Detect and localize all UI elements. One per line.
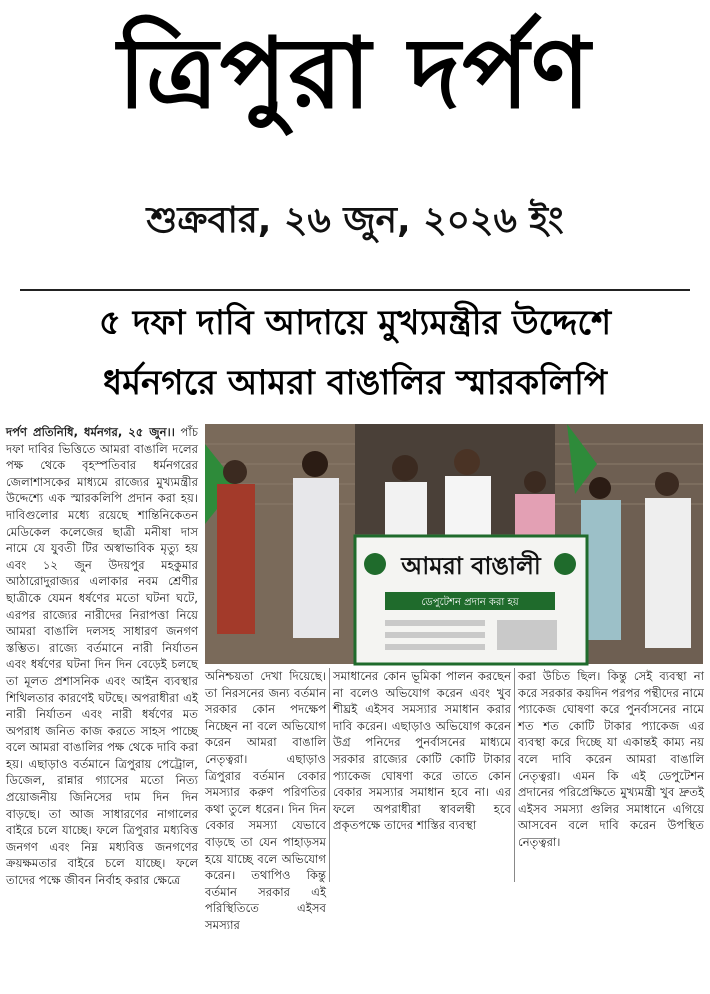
- byline: দর্পণ প্রতিনিধি, ধর্মনগর, ২৫ জুন।।: [6, 425, 175, 439]
- column-divider: [514, 668, 515, 882]
- banner-title: আমরা বাঙালী: [401, 552, 541, 580]
- newspaper-name: ত্রিপুরা দর্পণ: [117, 16, 593, 131]
- article-text-column-2: অনিশ্চয়তা দেখা দিয়েছে। তা নিরসনের জন্য বর্তমান সরকার কোন পদক্ষেপ নিচ্ছেন না বলে অভিযোগ করেন আমরা বাঙালি নেতৃত্বরা। এছাড়াও ত্রিপুরার বর্তমান বেকার সমস্যার করুণ পরিণতির কথা তুলে ধরেন। দিন দিন বেকার সমস্যা যেভাবে বাড়ছে তা যেন পাহাড়সম হয়ে যাচ্ছে বলে অভিযোগ করেন। তথাপিও কিন্তু বর্তমান সরকার এই পরিস্থিতিতে এইসব সমস্যার: [205, 669, 326, 932]
- photo-illustration: [205, 424, 703, 664]
- article-column-4: [518, 668, 704, 888]
- headline-line-1: ৫ দফা দাবি আদায়ে মুখ্যমন্ত্রীর উদ্দেশে: [98, 303, 612, 343]
- banner-subtitle: ডেপুটেশন প্রদান করা হয়: [421, 597, 519, 608]
- article-column-2: [205, 668, 326, 932]
- article-text-column-1: পাঁচ দফা দাবির ভিত্তিতে আমরা বাঙালি দলের পক্ষ থেকে বৃহস্পতিবার ধর্মনগরের জেলাশাসকের মাধ্যমে রাজ্যের মুখ্যমন্ত্রীর উদ্দেশ্যে এক স্মারকলিপি প্রদান করা হয়। দাবিগুলোর মধ্যে রয়েছে শান্তিনিকেতন মেডিকেল কলেজের ছাত্রী মনীষা দাস নামে যে যুবতী টির অস্বাভাবিক মৃত্যু হয় এবং ১২ জুন উদয়পুর মহকুমার আঠারোদুরাজ্যর এলাকার নবম শ্রেণীর ছাত্রীকে যেমন ধর্ষণের মতো ঘটনা ঘটে, এরপর রাজ্যের নারীদের নিরাপত্তা নিয়ে আমরা বাঙালি দলসহ সাধারণ জনগণ স্তম্ভিত। রাজ্যে বর্তমানে নারী নির্যাতন এবং ধর্ষণের ঘটনা দিন দিন বেড়েই চলছে তা মূলত প্রশাসনিক এবং আইন ব্যবস্থার শিথিলতার কারণেই ঘটছে। অপরাধীরা এই নারী নির্যাতন এবং নারী ধর্ষণের মত অপরাধ জনিত কাজ করতে সাহস পাচ্ছে বলে আমরা বাঙালির পক্ষ থেকে দাবি করা হয়। এছাড়াও বর্তমানে ত্রিপুরায় পেট্রোল, ডিজেল, রান্নার গ্যাসের মতো নিত্য প্রয়োজনীয় জিনিসের দাম দিন দিন বাড়ছে। তা আজ সাধারণের নাগালের বাইরে চলে যাচ্ছে। ফলে ত্রিপুরার মধ্যবিত্ত জনগণ এবং নিম্ন মধ্যবিত্ত জনগণের ক্রয়ক্ষমতার বাইরে চলে যাচ্ছে। ফলে তাদের পক্ষে জীবন নির্বাহ করার ক্ষেত্রে: [6, 425, 198, 888]
- article-text-column-4: করা উচিত ছিল। কিন্তু সেই ব্যবস্থা না করে সরকার কয়দিন পরপর পন্থীদের নামে প্যাকেজ ঘোষণা করে পুনর্বাসনের নামে শত শত কোটি টাকার প্যাকেজ এর ব্যবস্থা করে দিচ্ছে যা একান্তই কাম্য নয় বলে দাবি করেন আমরা বাঙালি নেতৃত্বরা। এমন কি এই ডেপুটেশন প্রদানের পরিপ্রেক্ষিতে মুখ্যমন্ত্রী খুব দ্রুতই এইসব সমস্যা গুলির সমাধানে এগিয়ে আসবেন বলে দাবি করেন উপস্থিত নেতৃত্বরা।: [518, 669, 704, 849]
- publication-date: শুক্রবার, ২৬ জুন, ২০২৬ ইং: [146, 200, 564, 241]
- masthead-divider: [20, 289, 690, 291]
- headline-line-2: ধর্মনগরে আমরা বাঙালির স্মারকলিপি: [103, 363, 607, 403]
- article-text-column-3: সমাধানের কোন ভূমিকা পালন করছেন না বলেও অভিযোগ করেন এবং খুব শীঘ্রই এইসব সমস্যার সমাধান করার দাবি করেন। এছাড়াও অভিযোগ করেন উগ্র পনিদের পুনর্বাসনের মাধ্যমে সরকার রাজ্যের কোটি কোটি টাকার প্যাকেজ ঘোষণা করে তাতে কোন বেকার সমস্যার সমাধান হবে না। এর ফলে অপরাধীরা স্বাবলম্বী হবে প্রকৃতপক্ষে তাদের শাস্তির ব্যবস্থা: [333, 669, 511, 833]
- article-column-1: [6, 424, 198, 994]
- news-photo: [205, 424, 703, 664]
- article-column-3: [333, 668, 511, 888]
- column-divider: [329, 668, 330, 882]
- masthead: [0, 0, 710, 290]
